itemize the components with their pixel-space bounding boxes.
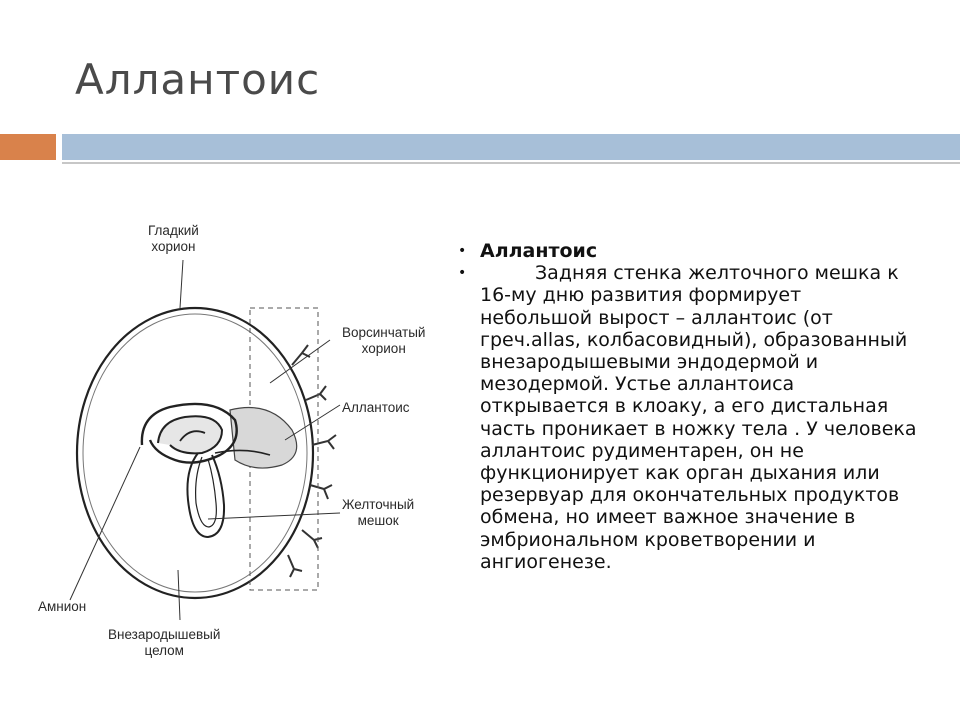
label-exocoelom: Внезародышевый целом: [108, 627, 221, 658]
yolk-sac-outline: [187, 453, 224, 537]
bullet-icon: •: [458, 265, 467, 282]
header-accent-bar: [0, 134, 56, 160]
body-stalk: [230, 408, 297, 469]
content-text: [458, 240, 918, 573]
list-item: [458, 240, 918, 262]
label-yolk-sac: Желточный мешок: [342, 497, 415, 528]
bullet-icon: •: [458, 243, 467, 259]
slide-title: Аллантоис: [75, 55, 321, 104]
yolk-sac-inner: [196, 457, 217, 527]
header-divider: [62, 162, 960, 164]
header-bar: [62, 134, 960, 160]
allantois-diagram: [30, 215, 450, 675]
content-paragraph: Задняя стенка желточного мешка к 16-му дню развития формирует небольшой вырост – аллантоис (от греч.allas, колбасовидный), образованный внезародышевыми эндодермой и мезодермой. Устье аллантоиса открывается в клоаку, а его дистальная часть проникает в ножку тела . У человека аллантоис рудиментарен, он не функционирует как орган дыхания или резервуар для окончательных продуктов обмена, но имеет важное значение в эмбриональном кроветворении и ангиогенезе.: [480, 262, 917, 573]
label-amnion: Амнион: [38, 599, 87, 614]
embryonic-disc: [158, 416, 222, 453]
embryo-illustration: [30, 215, 450, 675]
label-villous-chorion: Ворсинчатый хорион: [342, 325, 426, 356]
label-smooth-chorion: Гладкий хорион: [148, 223, 199, 254]
content-heading: Аллантоис: [480, 240, 598, 262]
label-allantois: Аллантоис: [342, 400, 410, 415]
list-item: [458, 262, 918, 573]
